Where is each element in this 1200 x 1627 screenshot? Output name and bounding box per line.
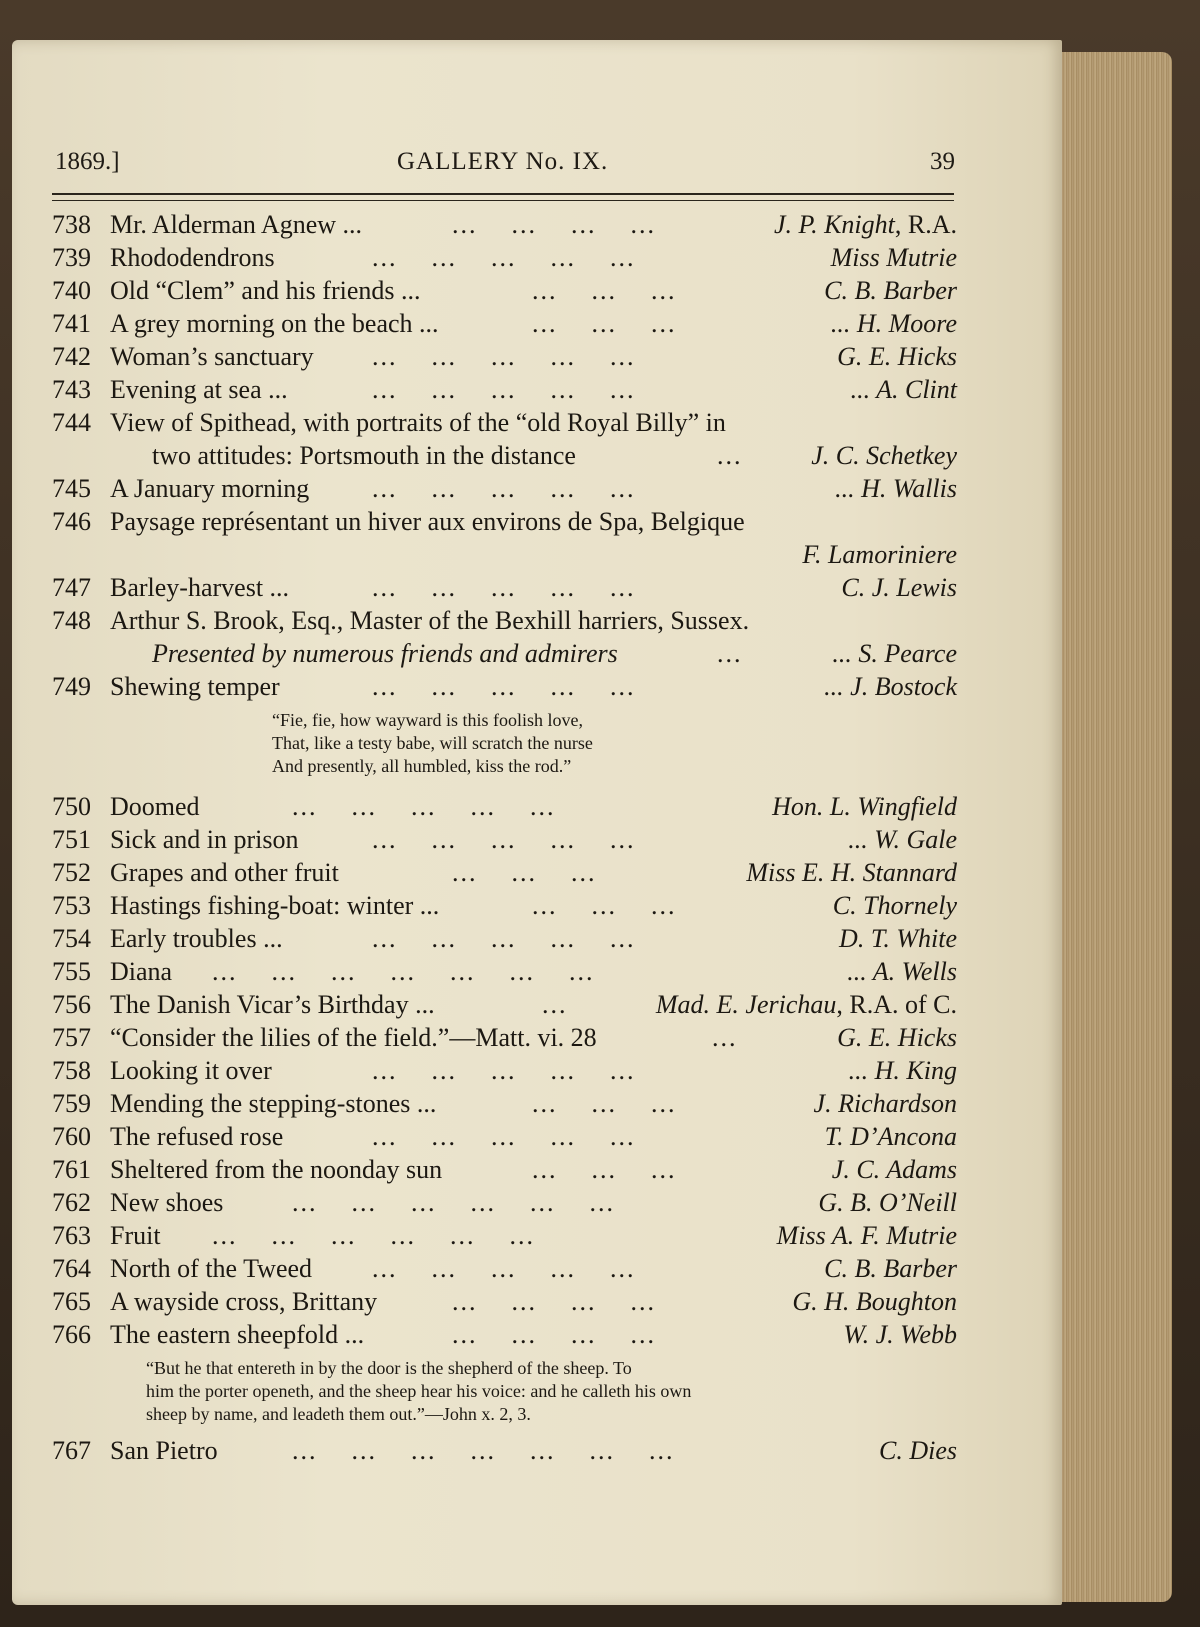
leader-dots: ... ... ... <box>532 309 677 338</box>
leader-dots: ... ... ... ... ... ... ... <box>212 957 595 986</box>
catalogue-entry <box>52 891 957 924</box>
entry-artist: Miss Mutrie <box>830 243 957 272</box>
catalogue-entry <box>52 1221 957 1254</box>
entry-title: The Danish Vicar’s Birthday ... <box>110 990 435 1019</box>
entry-title: Old “Clem” and his friends ... <box>110 276 421 305</box>
catalogue-entry <box>52 1320 957 1353</box>
entry-number: 763 <box>52 1221 91 1250</box>
leader-dots: ... ... ... ... <box>452 1320 656 1349</box>
entry-number: 764 <box>52 1254 91 1283</box>
entry-title: Woman’s sanctuary <box>110 342 314 371</box>
quote-line: That, like a testy babe, will scratch the nurse <box>272 733 593 753</box>
leader-dots: ... ... ... ... ... ... ... <box>292 1436 675 1465</box>
catalogue-entry <box>52 342 957 375</box>
entry-artist: ... H. Moore <box>830 309 957 338</box>
catalogue-entry <box>52 1254 957 1287</box>
entry-number: 767 <box>52 1436 91 1465</box>
entry-continuation <box>52 639 957 672</box>
entry-number: 740 <box>52 276 91 305</box>
entry-artist: T. D’Ancona <box>824 1122 957 1151</box>
entry-artist: ... A. Clint <box>850 375 957 404</box>
catalogue-entry <box>52 924 957 957</box>
entry-title: Rhododendrons <box>110 243 275 272</box>
entry-title: New shoes <box>110 1188 224 1217</box>
entry-number: 742 <box>52 342 91 371</box>
catalogue-entry <box>52 825 957 858</box>
entry-artist: Mad. E. Jerichau, R.A. of C. <box>655 990 957 1019</box>
entry-title: San Pietro <box>110 1436 218 1465</box>
entry-number: 741 <box>52 309 91 338</box>
entry-title: Sick and in prison <box>110 825 299 854</box>
entry-title: The refused rose <box>110 1122 284 1151</box>
entry-continuation <box>52 441 957 474</box>
quote-line: “But he that entereth in by the door is the shepherd of the sheep. To <box>146 1358 632 1378</box>
entry-continuation <box>52 540 957 573</box>
entry-artist: G. H. Boughton <box>792 1287 957 1316</box>
entry-title: Sheltered from the noonday sun <box>110 1155 443 1184</box>
entry-artist: G. B. O’Neill <box>818 1188 957 1217</box>
entry-title: Mending the stepping-stones ... <box>110 1089 437 1118</box>
entry-artist: ... S. Pearce <box>832 639 957 668</box>
leader-dots: ... <box>717 639 743 668</box>
leader-dots: ... ... ... ... ... <box>372 825 636 854</box>
entry-title: Mr. Alderman Agnew ... <box>110 210 363 239</box>
catalogue-entry <box>52 243 957 276</box>
entry-artist: Miss A. F. Mutrie <box>776 1221 957 1250</box>
entry-title: A grey morning on the beach ... <box>110 309 439 338</box>
entry-number: 753 <box>52 891 91 920</box>
entry-number: 755 <box>52 957 91 986</box>
entry-artist: J. P. Knight, R.A. <box>774 210 957 239</box>
leader-dots: ... ... ... <box>532 1089 677 1118</box>
entry-artist: ... H. Wallis <box>835 474 957 503</box>
entry-artist: ... A. Wells <box>847 957 957 986</box>
entry-title: Hastings fishing-boat: winter ... <box>110 891 440 920</box>
entry-number: 754 <box>52 924 91 953</box>
entry-number: 756 <box>52 990 91 1019</box>
entry-artist: C. B. Barber <box>824 1254 957 1283</box>
entry-artist: ... H. King <box>848 1056 957 1085</box>
catalogue-entry <box>52 573 957 606</box>
entry-title: Arthur S. Brook, Esq., Master of the Bexhill harriers, Sussex. <box>110 606 750 635</box>
leader-dots: ... ... ... ... ... ... <box>212 1221 535 1250</box>
entry-title: View of Spithead, with portraits of the “old Royal Billy” in <box>110 408 726 437</box>
entry-number: 757 <box>52 1023 91 1052</box>
catalogue-entry <box>52 957 957 990</box>
entry-title: Diana <box>110 957 173 986</box>
entry-number: 748 <box>52 606 91 635</box>
catalogue-entries <box>52 210 957 1469</box>
leader-dots: ... ... ... ... ... <box>372 1122 636 1151</box>
entry-number: 747 <box>52 573 91 602</box>
running-header <box>55 148 955 188</box>
catalogue-entry <box>52 1122 957 1155</box>
entry-title: The eastern sheepfold ... <box>110 1320 365 1349</box>
page-number: 39 <box>930 148 955 175</box>
catalogue-entry <box>52 606 957 639</box>
entry-title: Paysage représentant un hiver aux environs de Spa, Belgique <box>110 507 745 536</box>
entry-number: 758 <box>52 1056 91 1085</box>
entry-number: 745 <box>52 474 91 503</box>
entry-title: Grapes and other fruit <box>110 858 339 887</box>
entry-artist: C. Thornely <box>832 891 957 920</box>
entry-title-continued: two attitudes: Portsmouth in the distance <box>152 441 576 470</box>
leader-dots: ... ... ... ... ... <box>372 924 636 953</box>
entry-title: A wayside cross, Brittany <box>110 1287 378 1316</box>
entry-number: 760 <box>52 1122 91 1151</box>
leader-dots: ... ... ... ... ... ... <box>292 1188 615 1217</box>
entry-title: Early troubles ... <box>110 924 283 953</box>
entry-artist: D. T. White <box>839 924 957 953</box>
leader-dots: ... ... ... ... ... <box>372 672 636 701</box>
entry-number: 739 <box>52 243 91 272</box>
entry-title-continued: Presented by numerous friends and admirers <box>152 639 618 668</box>
catalogue-entry <box>52 1155 957 1188</box>
page-edges <box>1062 52 1172 1602</box>
catalogue-entry <box>52 507 957 540</box>
entry-number: 751 <box>52 825 91 854</box>
entry-number: 762 <box>52 1188 91 1217</box>
entry-title: Barley-harvest ... <box>110 573 290 602</box>
leader-dots: ... <box>717 441 743 470</box>
entry-artist: Hon. L. Wingfield <box>772 792 957 821</box>
quote-line: him the porter openeth, and the sheep hear his voice: and he calleth his own <box>146 1381 692 1401</box>
leader-dots: ... <box>542 990 568 1019</box>
catalogue-entry <box>52 858 957 891</box>
entry-artist: ... J. Bostock <box>824 672 957 701</box>
entry-title: Doomed <box>110 792 200 821</box>
entry-title: A January morning <box>110 474 310 503</box>
catalogue-entry <box>52 1089 957 1122</box>
catalogue-entry <box>52 375 957 408</box>
catalogue-entry <box>52 1023 957 1056</box>
leader-dots: ... ... ... <box>532 1155 677 1184</box>
entry-title: “Consider the lilies of the field.”—Matt. vi. 28 <box>110 1023 597 1052</box>
entry-artist: J. Richardson <box>813 1089 957 1118</box>
leader-dots: ... ... ... <box>452 858 597 887</box>
leader-dots: ... ... ... ... ... <box>372 243 636 272</box>
entry-artist: C. B. Barber <box>824 276 957 305</box>
entry-title: North of the Tweed <box>110 1254 313 1283</box>
entry-artist: Miss E. H. Stannard <box>746 858 957 887</box>
leader-dots: ... ... ... <box>532 276 677 305</box>
entry-title: Evening at sea ... <box>110 375 288 404</box>
entry-number: 738 <box>52 210 91 239</box>
catalogue-entry <box>52 276 957 309</box>
entry-number: 749 <box>52 672 91 701</box>
catalogue-entry <box>52 210 957 243</box>
leader-dots: ... ... ... ... ... <box>372 1254 636 1283</box>
entry-artist: G. E. Hicks <box>837 342 957 371</box>
entry-artist: W. J. Webb <box>843 1320 957 1349</box>
entry-artist: J. C. Schetkey <box>811 441 957 470</box>
entry-number: 744 <box>52 408 91 437</box>
leader-dots: ... <box>712 1023 738 1052</box>
entry-title: Fruit <box>110 1221 161 1250</box>
entry-number: 765 <box>52 1287 91 1316</box>
entry-artist: F. Lamoriniere <box>802 540 957 569</box>
catalogue-entry <box>52 408 957 441</box>
entry-artist: G. E. Hicks <box>837 1023 957 1052</box>
leader-dots: ... ... ... ... <box>452 210 656 239</box>
entry-number: 750 <box>52 792 91 821</box>
leader-dots: ... ... ... ... ... <box>372 573 636 602</box>
entry-artist: J. C. Adams <box>831 1155 957 1184</box>
catalogue-entry <box>52 1436 957 1469</box>
catalogue-entry <box>52 1287 957 1320</box>
quote-line: “Fie, fie, how wayward is this foolish love, <box>272 710 583 730</box>
leader-dots: ... ... ... ... ... <box>372 375 636 404</box>
entry-artist: C. Dies <box>879 1436 957 1465</box>
entry-artist: ... W. Gale <box>848 825 957 854</box>
entry-title: Shewing temper <box>110 672 280 701</box>
header-rule <box>52 193 954 201</box>
quote-line: And presently, all humbled, kiss the rod.” <box>272 756 572 776</box>
leader-dots: ... ... ... ... <box>452 1287 656 1316</box>
entry-number: 752 <box>52 858 91 887</box>
entry-number: 759 <box>52 1089 91 1118</box>
leader-dots: ... ... ... ... ... <box>372 474 636 503</box>
gallery-title: GALLERY No. IX. <box>397 148 609 175</box>
entry-number: 746 <box>52 507 91 536</box>
quote-line: sheep by name, and leadeth them out.”—John x. 2, 3. <box>146 1404 531 1424</box>
catalogue-entry <box>52 1188 957 1221</box>
leader-dots: ... ... ... ... ... <box>372 342 636 371</box>
catalogue-entry <box>52 990 957 1023</box>
entry-number: 761 <box>52 1155 91 1184</box>
catalogue-entry <box>52 474 957 507</box>
header-year: 1869.] <box>55 148 120 175</box>
catalogue-entry <box>52 309 957 342</box>
leader-dots: ... ... ... <box>532 891 677 920</box>
entry-artist: C. J. Lewis <box>841 573 957 602</box>
catalogue-entry <box>52 1056 957 1089</box>
catalogue-entry <box>52 792 957 825</box>
verse-quotation <box>52 709 957 778</box>
leader-dots: ... ... ... ... ... <box>372 1056 636 1085</box>
catalogue-entry <box>52 672 957 705</box>
entry-number: 766 <box>52 1320 91 1349</box>
entry-number: 743 <box>52 375 91 404</box>
leader-dots: ... ... ... ... ... <box>292 792 556 821</box>
entry-title: Looking it over <box>110 1056 272 1085</box>
scripture-quotation <box>52 1357 957 1426</box>
